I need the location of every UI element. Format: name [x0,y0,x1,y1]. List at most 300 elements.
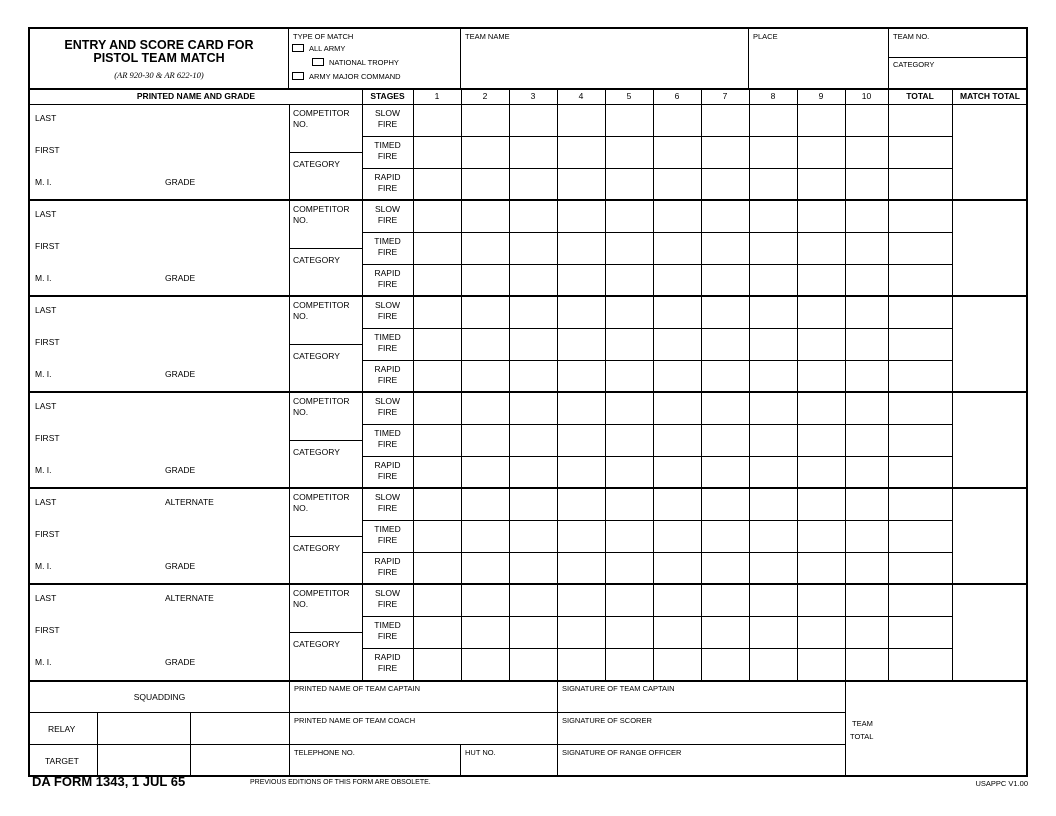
score-cell-7[interactable] [702,425,749,456]
score-cell-10[interactable] [846,297,888,328]
score-cell-2[interactable] [462,105,509,136]
score-cell-2[interactable] [462,649,509,680]
score-cell-8[interactable] [750,553,797,584]
category-field[interactable] [290,268,362,294]
score-cell-6[interactable] [654,521,701,552]
middle-initial-field[interactable] [65,650,160,678]
middle-initial-field[interactable] [65,554,160,582]
grade-field[interactable] [200,266,285,294]
score-cell-9[interactable] [798,169,845,200]
range-officer-signature-field[interactable] [558,758,845,776]
checkbox-all-army[interactable] [292,44,304,52]
stage-total-cell[interactable] [889,233,952,264]
stage-total-cell[interactable] [889,105,952,136]
score-cell-7[interactable] [702,137,749,168]
stage-line2: FIRE [377,407,398,417]
form-number: DA FORM 1343, 1 JUL 65 [32,774,186,789]
score-cell-10[interactable] [846,137,888,168]
stage-total-cell[interactable] [889,361,952,392]
score-cell-6[interactable] [654,393,701,424]
score-cell-4[interactable] [558,201,605,232]
score-cell-7[interactable] [702,329,749,360]
score-cell-2[interactable] [462,521,509,552]
checkbox-army-major-command[interactable] [292,72,304,80]
stage-total-cell[interactable] [889,137,952,168]
score-cell-6[interactable] [654,361,701,392]
stage-total-cell[interactable] [889,585,952,616]
competitor-no-label-line2: NO. [293,599,309,609]
score-cell-8[interactable] [750,585,797,616]
score-cell-1[interactable] [414,489,461,520]
form-version: USAPPC V1.00 [975,779,1028,788]
score-cell-5[interactable] [606,361,653,392]
middle-initial-field[interactable] [65,170,160,198]
score-cell-4[interactable] [558,553,605,584]
stage-total-cell[interactable] [889,425,952,456]
score-cell-10[interactable] [846,265,888,296]
col-string-4: 4 [578,91,584,101]
score-cell-5[interactable] [606,649,653,680]
score-cell-6[interactable] [654,457,701,488]
score-cell-8[interactable] [750,489,797,520]
stage-total-cell[interactable] [889,649,952,680]
score-cell-5[interactable] [606,169,653,200]
score-cell-4[interactable] [558,425,605,456]
competitor-no-label-line1: COMPETITOR [293,588,350,598]
score-cell-4[interactable] [558,137,605,168]
match-total-cell[interactable] [953,393,1028,487]
score-cell-7[interactable] [702,521,749,552]
score-cell-4[interactable] [558,649,605,680]
grade-field[interactable] [200,458,285,486]
stage-total-cell[interactable] [889,297,952,328]
place-field[interactable] [749,41,888,87]
category-label: CATEGORY [293,255,340,265]
stage-line1: SLOW [374,108,401,118]
last-name-field[interactable] [70,298,285,326]
last-name-label: LAST [35,593,57,603]
score-cell-6[interactable] [654,553,701,584]
score-cell-8[interactable] [750,393,797,424]
score-cell-5[interactable] [606,329,653,360]
score-cell-10[interactable] [846,105,888,136]
score-cell-1[interactable] [414,393,461,424]
score-cell-10[interactable] [846,233,888,264]
score-cell-2[interactable] [462,585,509,616]
score-cell-3[interactable] [510,329,557,360]
score-cell-1[interactable] [414,649,461,680]
last-name-field[interactable] [70,490,285,518]
score-cell-3[interactable] [510,201,557,232]
score-cell-7[interactable] [702,265,749,296]
relay-field-1[interactable] [98,713,190,744]
score-cell-10[interactable] [846,393,888,424]
score-cell-10[interactable] [846,585,888,616]
match-total-cell[interactable] [953,585,1028,679]
score-cell-2[interactable] [462,425,509,456]
stage-label-1 [362,108,413,130]
captain-signature-field[interactable] [558,694,845,712]
team-category-field[interactable] [889,69,1028,87]
score-cell-1[interactable] [414,105,461,136]
stage-line2: FIRE [377,311,398,321]
last-name-field[interactable] [70,394,285,422]
score-cell-8[interactable] [750,201,797,232]
score-cell-1[interactable] [414,585,461,616]
squadding-label: SQUADDING [133,692,186,702]
score-cell-5[interactable] [606,521,653,552]
score-cell-6[interactable] [654,105,701,136]
scorer-signature-field[interactable] [558,726,845,744]
score-cell-5[interactable] [606,393,653,424]
stage-line1: TIMED [374,140,401,150]
last-name-field[interactable] [70,106,285,134]
score-cell-5[interactable] [606,233,653,264]
middle-initial-label: M. I. [35,561,52,571]
score-cell-8[interactable] [750,137,797,168]
score-cell-7[interactable] [702,201,749,232]
col-string-10: 10 [861,91,872,101]
score-cell-3[interactable] [510,553,557,584]
score-cell-9[interactable] [798,425,845,456]
grade-field[interactable] [200,650,285,678]
col-string-1: 1 [434,91,440,101]
score-cell-8[interactable] [750,233,797,264]
score-cell-4[interactable] [558,489,605,520]
score-cell-6[interactable] [654,329,701,360]
stage-line2: FIRE [377,183,398,193]
score-cell-4[interactable] [558,233,605,264]
first-name-field[interactable] [70,618,285,646]
target-field-2[interactable] [191,745,289,776]
score-cell-5[interactable] [606,297,653,328]
score-cell-1[interactable] [414,329,461,360]
target-field-1[interactable] [98,745,190,776]
score-cell-5[interactable] [606,137,653,168]
score-cell-4[interactable] [558,521,605,552]
score-cell-9[interactable] [798,361,845,392]
score-cell-5[interactable] [606,105,653,136]
score-cell-5[interactable] [606,457,653,488]
score-cell-3[interactable] [510,393,557,424]
match-total-cell[interactable] [953,105,1028,199]
score-cell-5[interactable] [606,201,653,232]
score-cell-8[interactable] [750,617,797,648]
score-cell-3[interactable] [510,233,557,264]
coach-name-field[interactable] [290,726,557,744]
stage-total-cell[interactable] [889,265,952,296]
score-cell-2[interactable] [462,553,509,584]
score-cell-7[interactable] [702,489,749,520]
team-total-field[interactable] [888,681,1028,777]
competitor-no-label-line1: COMPETITOR [293,492,350,502]
last-name-field[interactable] [70,586,285,614]
telephone-field[interactable] [290,758,460,776]
stage-total-cell[interactable] [889,553,952,584]
form-regulations: (AR 920-30 & AR 622-10) [114,70,204,80]
option-national-trophy-label: NATIONAL TROPHY [329,58,399,67]
score-cell-2[interactable] [462,617,509,648]
score-cell-4[interactable] [558,617,605,648]
stage-total-cell[interactable] [889,457,952,488]
score-cell-9[interactable] [798,105,845,136]
stage-total-cell[interactable] [889,201,952,232]
score-cell-7[interactable] [702,553,749,584]
col-string-3: 3 [530,91,536,101]
form-title-line2: PISTOL TEAM MATCH [93,51,225,65]
checkbox-national-trophy[interactable] [312,58,324,66]
score-cell-3[interactable] [510,617,557,648]
score-cell-4[interactable] [558,329,605,360]
score-cell-3[interactable] [510,297,557,328]
score-cell-2[interactable] [462,201,509,232]
score-cell-9[interactable] [798,137,845,168]
team-total-label-line2: TOTAL [850,732,874,741]
grade-field[interactable] [200,554,285,582]
score-cell-7[interactable] [702,169,749,200]
score-cell-6[interactable] [654,201,701,232]
score-cell-5[interactable] [606,617,653,648]
first-name-field[interactable] [70,522,285,550]
score-cell-8[interactable] [750,297,797,328]
score-cell-6[interactable] [654,489,701,520]
score-cell-9[interactable] [798,489,845,520]
score-cell-9[interactable] [798,233,845,264]
score-cell-4[interactable] [558,585,605,616]
score-cell-7[interactable] [702,297,749,328]
score-cell-5[interactable] [606,553,653,584]
score-cell-4[interactable] [558,297,605,328]
score-cell-6[interactable] [654,233,701,264]
score-cell-9[interactable] [798,585,845,616]
score-cell-2[interactable] [462,457,509,488]
score-cell-2[interactable] [462,361,509,392]
score-cell-9[interactable] [798,329,845,360]
score-cell-10[interactable] [846,521,888,552]
option-army-major-command-label: ARMY MAJOR COMMAND [309,72,401,81]
score-cell-8[interactable] [750,105,797,136]
stage-total-cell[interactable] [889,489,952,520]
score-cell-9[interactable] [798,521,845,552]
score-cell-3[interactable] [510,169,557,200]
score-cell-10[interactable] [846,361,888,392]
score-cell-5[interactable] [606,585,653,616]
score-cell-9[interactable] [798,457,845,488]
score-cell-9[interactable] [798,649,845,680]
score-cell-5[interactable] [606,265,653,296]
category-field[interactable] [290,460,362,486]
score-cell-10[interactable] [846,425,888,456]
score-cell-1[interactable] [414,617,461,648]
middle-initial-field[interactable] [65,266,160,294]
stage-label-1 [362,396,413,418]
option-all-army [292,43,345,55]
score-cell-10[interactable] [846,649,888,680]
score-cell-1[interactable] [414,297,461,328]
score-cell-9[interactable] [798,553,845,584]
stage-total-cell[interactable] [889,169,952,200]
score-cell-8[interactable] [750,649,797,680]
score-cell-1[interactable] [414,425,461,456]
score-cell-3[interactable] [510,489,557,520]
category-field[interactable] [290,364,362,390]
captain-name-field[interactable] [290,694,557,712]
score-cell-6[interactable] [654,425,701,456]
score-cell-5[interactable] [606,489,653,520]
category-field[interactable] [290,652,362,678]
competitor-no-field[interactable] [290,419,362,439]
category-field[interactable] [290,172,362,198]
score-cell-8[interactable] [750,521,797,552]
score-cell-7[interactable] [702,649,749,680]
competitor-no-field[interactable] [290,515,362,535]
score-cell-1[interactable] [414,137,461,168]
score-cell-8[interactable] [750,361,797,392]
match-total-cell[interactable] [953,489,1028,583]
score-cell-7[interactable] [702,617,749,648]
score-cell-9[interactable] [798,265,845,296]
alternate-label: ALTERNATE [165,497,214,507]
last-name-label: LAST [35,497,57,507]
competitor-no-field[interactable] [290,227,362,247]
score-cell-4[interactable] [558,361,605,392]
score-cell-8[interactable] [750,169,797,200]
team-name-field[interactable] [461,41,748,87]
score-cell-8[interactable] [750,329,797,360]
score-cell-8[interactable] [750,457,797,488]
col-match-total: MATCH TOTAL [960,91,1020,101]
col-string-6: 6 [674,91,680,101]
first-name-field[interactable] [70,138,285,166]
grade-label: GRADE [165,273,196,283]
first-name-field[interactable] [70,426,285,454]
competitor-no-field[interactable] [290,323,362,343]
score-cell-6[interactable] [654,585,701,616]
score-cell-7[interactable] [702,585,749,616]
score-cell-3[interactable] [510,649,557,680]
score-cell-1[interactable] [414,265,461,296]
first-name-field[interactable] [70,234,285,262]
score-cell-4[interactable] [558,265,605,296]
score-cell-1[interactable] [414,201,461,232]
score-cell-9[interactable] [798,617,845,648]
stage-total-cell[interactable] [889,521,952,552]
score-cell-2[interactable] [462,329,509,360]
stage-total-cell[interactable] [889,617,952,648]
col-total: TOTAL [906,91,934,101]
score-cell-6[interactable] [654,617,701,648]
middle-initial-field[interactable] [65,458,160,486]
stage-line1: SLOW [374,588,401,598]
score-cell-7[interactable] [702,233,749,264]
competitor-no-field[interactable] [290,611,362,631]
score-cell-7[interactable] [702,457,749,488]
score-cell-1[interactable] [414,361,461,392]
score-cell-2[interactable] [462,233,509,264]
score-cell-4[interactable] [558,393,605,424]
middle-initial-field[interactable] [65,362,160,390]
score-cell-3[interactable] [510,105,557,136]
stage-total-cell[interactable] [889,329,952,360]
score-cell-9[interactable] [798,393,845,424]
option-all-army-label: ALL ARMY [309,44,346,53]
score-cell-3[interactable] [510,457,557,488]
score-cell-6[interactable] [654,265,701,296]
score-cell-6[interactable] [654,137,701,168]
score-cell-10[interactable] [846,201,888,232]
score-cell-2[interactable] [462,297,509,328]
score-cell-3[interactable] [510,137,557,168]
relay-field-2[interactable] [191,713,289,744]
score-cell-10[interactable] [846,553,888,584]
grade-field[interactable] [200,170,285,198]
score-cell-3[interactable] [510,265,557,296]
score-cell-10[interactable] [846,329,888,360]
hut-no-field[interactable] [461,758,557,776]
score-cell-1[interactable] [414,553,461,584]
stage-label-2 [362,140,413,162]
stage-label-2 [362,236,413,258]
score-cell-7[interactable] [702,105,749,136]
score-cell-4[interactable] [558,169,605,200]
team-no-field[interactable] [889,41,1028,57]
score-cell-9[interactable] [798,201,845,232]
score-cell-10[interactable] [846,617,888,648]
score-cell-3[interactable] [510,361,557,392]
score-cell-4[interactable] [558,105,605,136]
category-field[interactable] [290,556,362,582]
score-cell-6[interactable] [654,649,701,680]
last-name-field[interactable] [70,202,285,230]
match-total-cell[interactable] [953,297,1028,391]
score-cell-3[interactable] [510,585,557,616]
score-cell-8[interactable] [750,265,797,296]
score-cell-1[interactable] [414,169,461,200]
score-cell-5[interactable] [606,425,653,456]
score-cell-3[interactable] [510,425,557,456]
competitor-no-label-line1: COMPETITOR [293,396,350,406]
score-cell-7[interactable] [702,361,749,392]
score-cell-1[interactable] [414,521,461,552]
grade-field[interactable] [200,362,285,390]
score-cell-8[interactable] [750,425,797,456]
middle-initial-label: M. I. [35,177,52,187]
score-cell-6[interactable] [654,169,701,200]
score-cell-2[interactable] [462,169,509,200]
stage-line2: FIRE [377,567,398,577]
score-cell-7[interactable] [702,393,749,424]
score-cell-10[interactable] [846,169,888,200]
stage-line2: FIRE [377,471,398,481]
competitor-no-field[interactable] [290,131,362,151]
stage-total-cell[interactable] [889,393,952,424]
score-cell-3[interactable] [510,521,557,552]
score-cell-2[interactable] [462,393,509,424]
first-name-field[interactable] [70,330,285,358]
score-cell-1[interactable] [414,233,461,264]
match-total-cell[interactable] [953,201,1028,295]
score-cell-2[interactable] [462,137,509,168]
score-cell-10[interactable] [846,489,888,520]
score-cell-9[interactable] [798,297,845,328]
score-cell-2[interactable] [462,489,509,520]
score-cell-10[interactable] [846,457,888,488]
score-cell-1[interactable] [414,457,461,488]
score-cell-2[interactable] [462,265,509,296]
score-cell-6[interactable] [654,297,701,328]
score-cell-4[interactable] [558,457,605,488]
stage-label-3 [362,268,413,290]
